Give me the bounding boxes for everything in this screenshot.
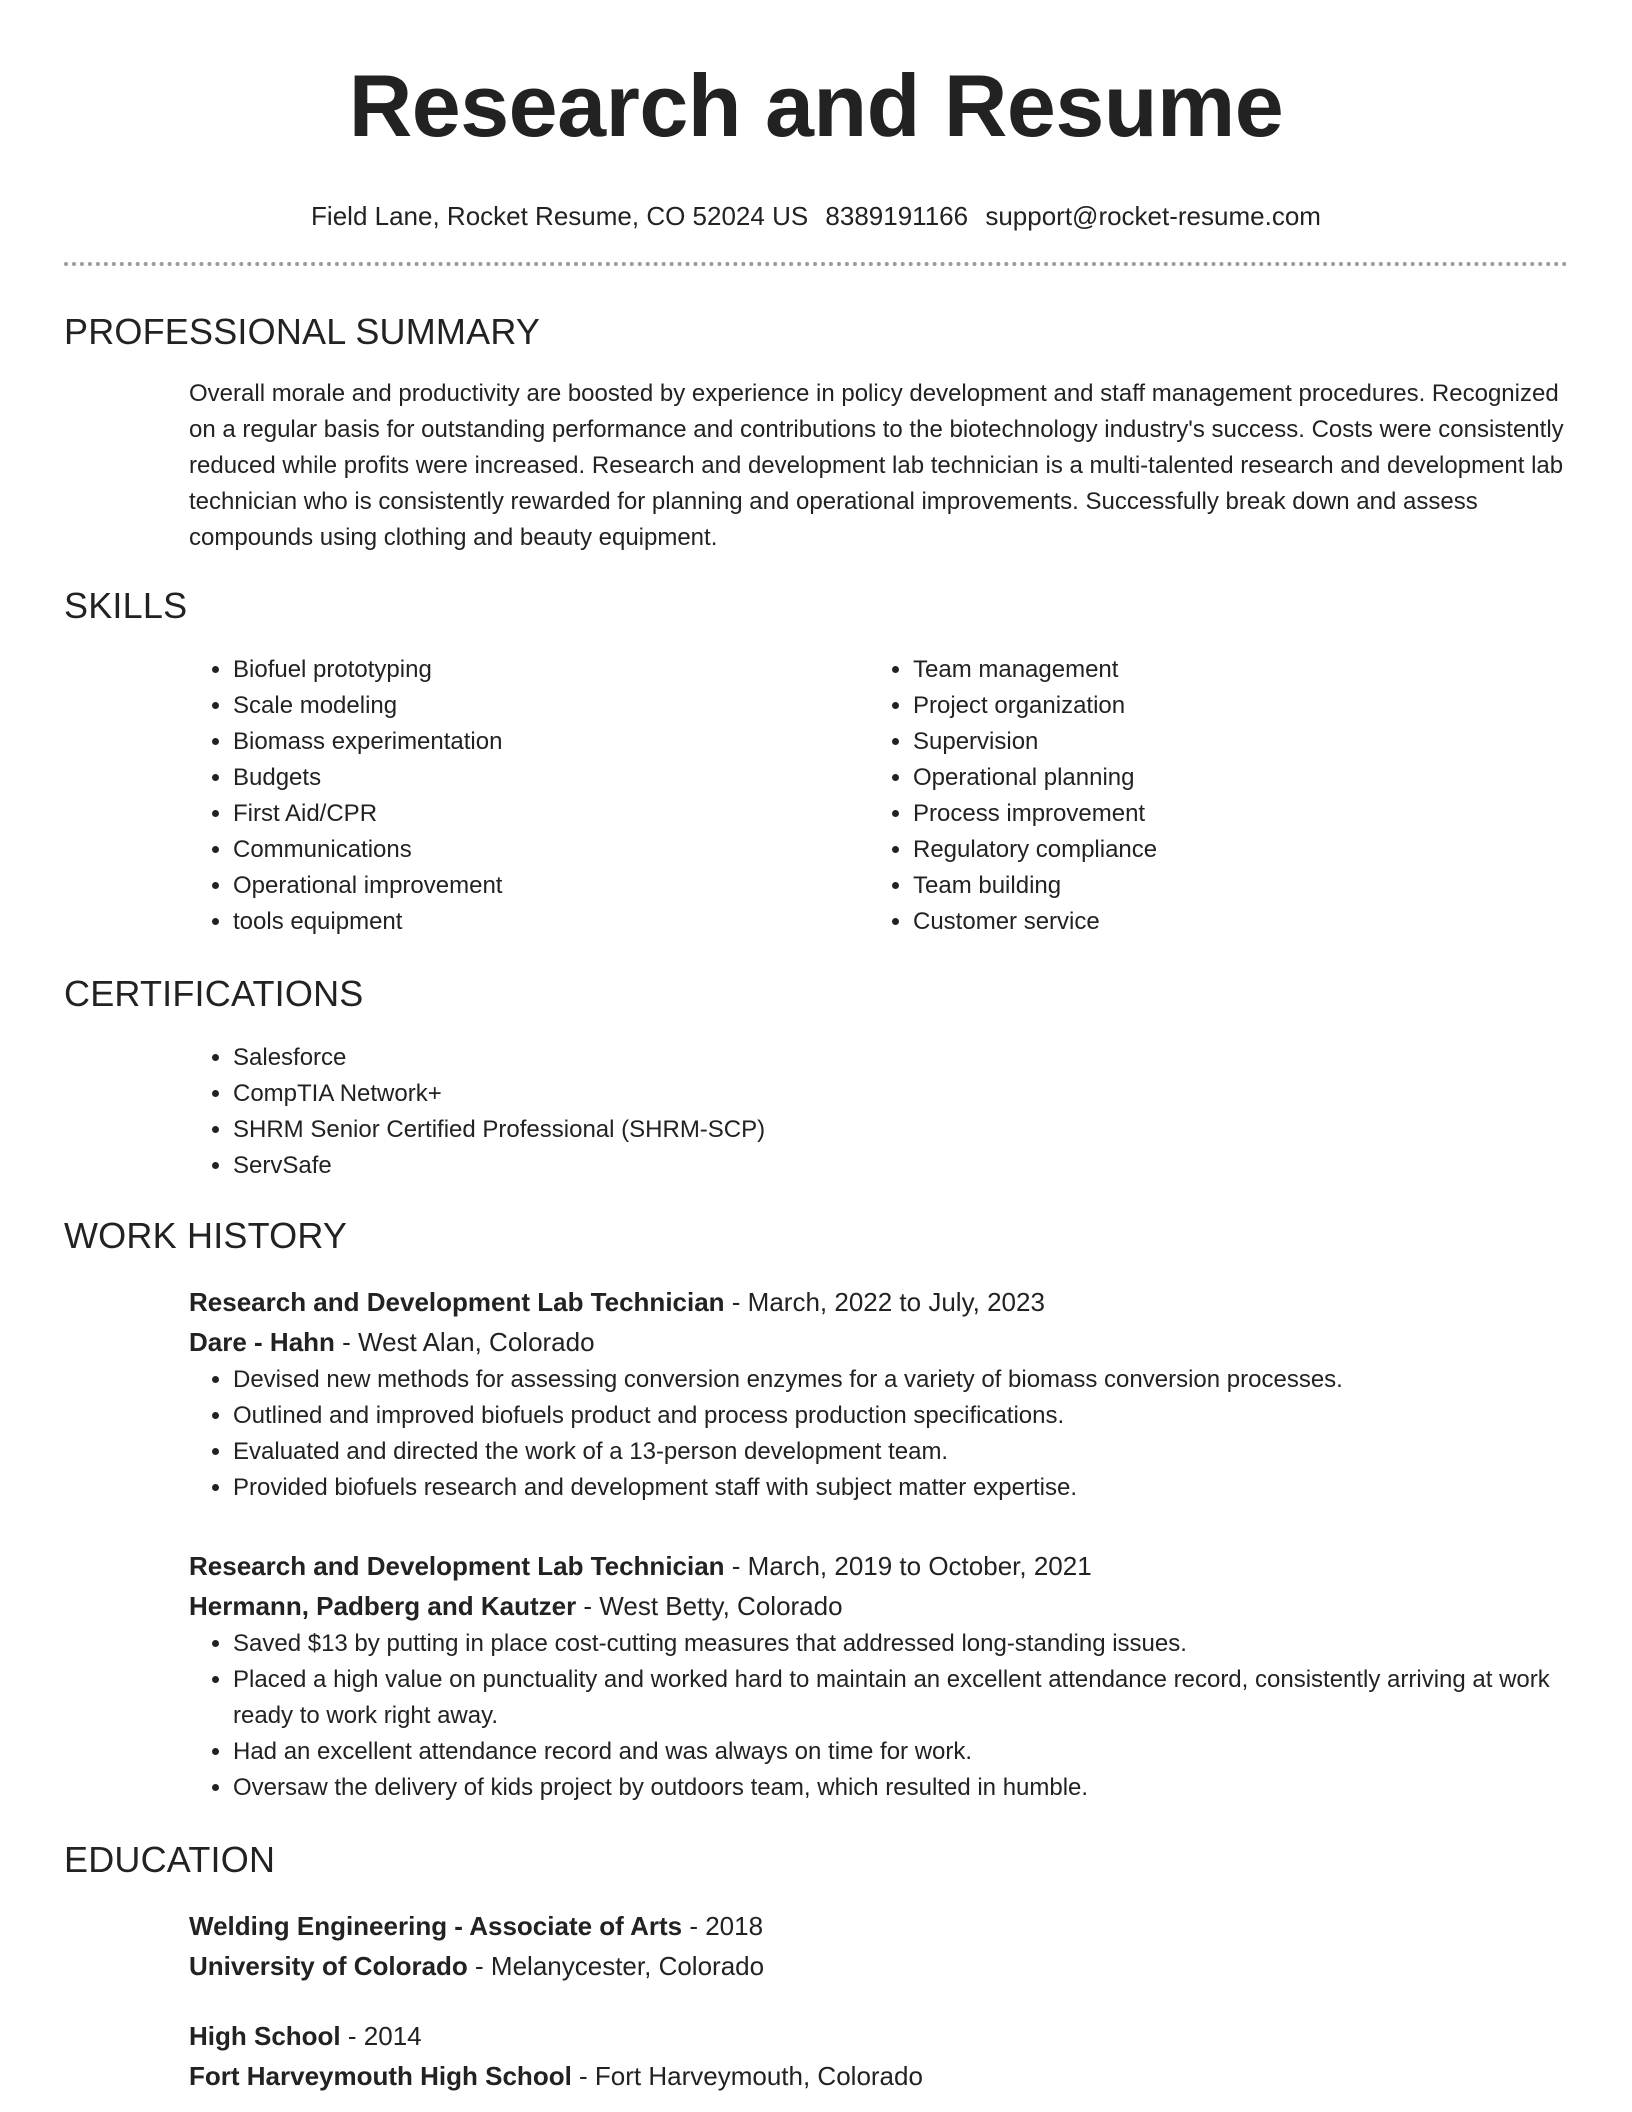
contact-phone: 8389191166 <box>825 201 969 231</box>
job-bullets <box>189 1626 1568 1806</box>
job-dates: - March, 2022 to July, 2023 <box>724 1287 1045 1317</box>
skill-item: • Biofuel prototyping <box>233 652 869 688</box>
skills-column-left <box>189 652 869 940</box>
job-bullet: • Evaluated and directed the work of a 13-person development team. <box>233 1434 1568 1470</box>
education-degree: Welding Engineering - Associate of Arts <box>189 1911 683 1941</box>
education-degree: High School <box>189 2021 341 2051</box>
skill-item: • Biomass experimentation <box>233 724 869 760</box>
skills-heading: SKILLS <box>64 585 188 626</box>
job-location: - West Alan, Colorado <box>334 1327 595 1357</box>
education-entry <box>189 1906 1568 1986</box>
skill-item: • First Aid/CPR <box>233 796 869 832</box>
job-bullet: • Provided biofuels research and development staff with subject matter expertise. <box>233 1470 1568 1506</box>
header-divider <box>64 262 1568 266</box>
skills-column-right <box>869 652 1549 940</box>
job-entry <box>189 1282 1568 1506</box>
job-title-line <box>189 1282 1568 1322</box>
certifications-heading: CERTIFICATIONS <box>64 973 364 1014</box>
job-company-line <box>189 1322 1568 1362</box>
job-entry <box>189 1546 1568 1806</box>
skill-item: • Operational improvement <box>233 868 869 904</box>
education-degree-line <box>189 1906 1568 1946</box>
certification-item: • ServSafe <box>233 1148 1568 1184</box>
education-school-line <box>189 2056 1568 2096</box>
certification-item: • Salesforce <box>233 1040 1568 1076</box>
candidate-name: Research and Resume <box>348 56 1284 155</box>
education-entry <box>189 2016 1568 2096</box>
skill-item: • Team building <box>913 868 1549 904</box>
education-heading: EDUCATION <box>64 1839 276 1880</box>
job-location: - West Betty, Colorado <box>576 1591 843 1621</box>
skill-item: • Budgets <box>233 760 869 796</box>
education-school-line <box>189 1946 1568 1986</box>
certifications-list <box>189 1040 1568 1184</box>
summary-heading: PROFESSIONAL SUMMARY <box>64 311 541 352</box>
certification-item: • SHRM Senior Certified Professional (SHRM-SCP) <box>233 1112 1568 1148</box>
contact-line <box>64 200 1568 232</box>
job-dates: - March, 2019 to October, 2021 <box>724 1551 1092 1581</box>
education-year: - 2014 <box>340 2021 422 2051</box>
contact-address: Field Lane, Rocket Resume, CO 52024 US <box>311 201 809 231</box>
education-location: - Fort Harveymouth, Colorado <box>571 2061 923 2091</box>
skill-item: • Regulatory compliance <box>913 832 1549 868</box>
job-title-line <box>189 1546 1568 1586</box>
work-history-heading: WORK HISTORY <box>64 1215 348 1256</box>
education-year: - 2018 <box>682 1911 764 1941</box>
skill-item: • Scale modeling <box>233 688 869 724</box>
skill-item: • Team management <box>913 652 1549 688</box>
job-role: Research and Development Lab Technician <box>189 1551 725 1581</box>
job-bullet: • Devised new methods for assessing conversion enzymes for a variety of biomass conversion processes. <box>233 1362 1568 1398</box>
contact-email: support@rocket-resume.com <box>985 201 1321 231</box>
education-degree-line <box>189 2016 1568 2056</box>
skill-item: • Project organization <box>913 688 1549 724</box>
job-role: Research and Development Lab Technician <box>189 1287 725 1317</box>
certification-item: • CompTIA Network+ <box>233 1076 1568 1112</box>
skill-item: • Supervision <box>913 724 1549 760</box>
job-company: Hermann, Padberg and Kautzer <box>189 1591 577 1621</box>
job-bullet: • Had an excellent attendance record and was always on time for work. <box>233 1734 1568 1770</box>
skills-list <box>189 652 1568 940</box>
job-bullets <box>189 1362 1568 1506</box>
job-bullet: • Saved $13 by putting in place cost-cutting measures that addressed long-standing issues. <box>233 1626 1568 1662</box>
education-location: - Melanycester, Colorado <box>467 1951 765 1981</box>
summary-text: Overall morale and productivity are boosted by experience in policy development and staff management procedures. Recognized on a regular basis for outstanding performance and contributions to the biotechnology industry's success. Costs were consistently reduced while profits were increased. Research and development lab technician is a multi-talented research and development lab technician who is consistently rewarded for planning and operational improvements. Successfully break down and assess compounds using clothing and beauty equipment. <box>189 380 1564 551</box>
skill-item: • Process improvement <box>913 796 1549 832</box>
job-company: Dare - Hahn <box>189 1327 335 1357</box>
job-bullet: • Oversaw the delivery of kids project by outdoors team, which resulted in humble. <box>233 1770 1568 1806</box>
job-bullet: • Outlined and improved biofuels product and process production specifications. <box>233 1398 1568 1434</box>
skill-item: • Operational planning <box>913 760 1549 796</box>
job-company-line <box>189 1586 1568 1626</box>
skill-item: • Communications <box>233 832 869 868</box>
job-bullet: • Placed a high value on punctuality and worked hard to maintain an excellent attendance record, consistently arriving at work ready to work right away. <box>233 1662 1568 1734</box>
skill-item: • Customer service <box>913 904 1549 940</box>
skill-item: • tools equipment <box>233 904 869 940</box>
education-school: Fort Harveymouth High School <box>189 2061 572 2091</box>
education-school: University of Colorado <box>189 1951 468 1981</box>
